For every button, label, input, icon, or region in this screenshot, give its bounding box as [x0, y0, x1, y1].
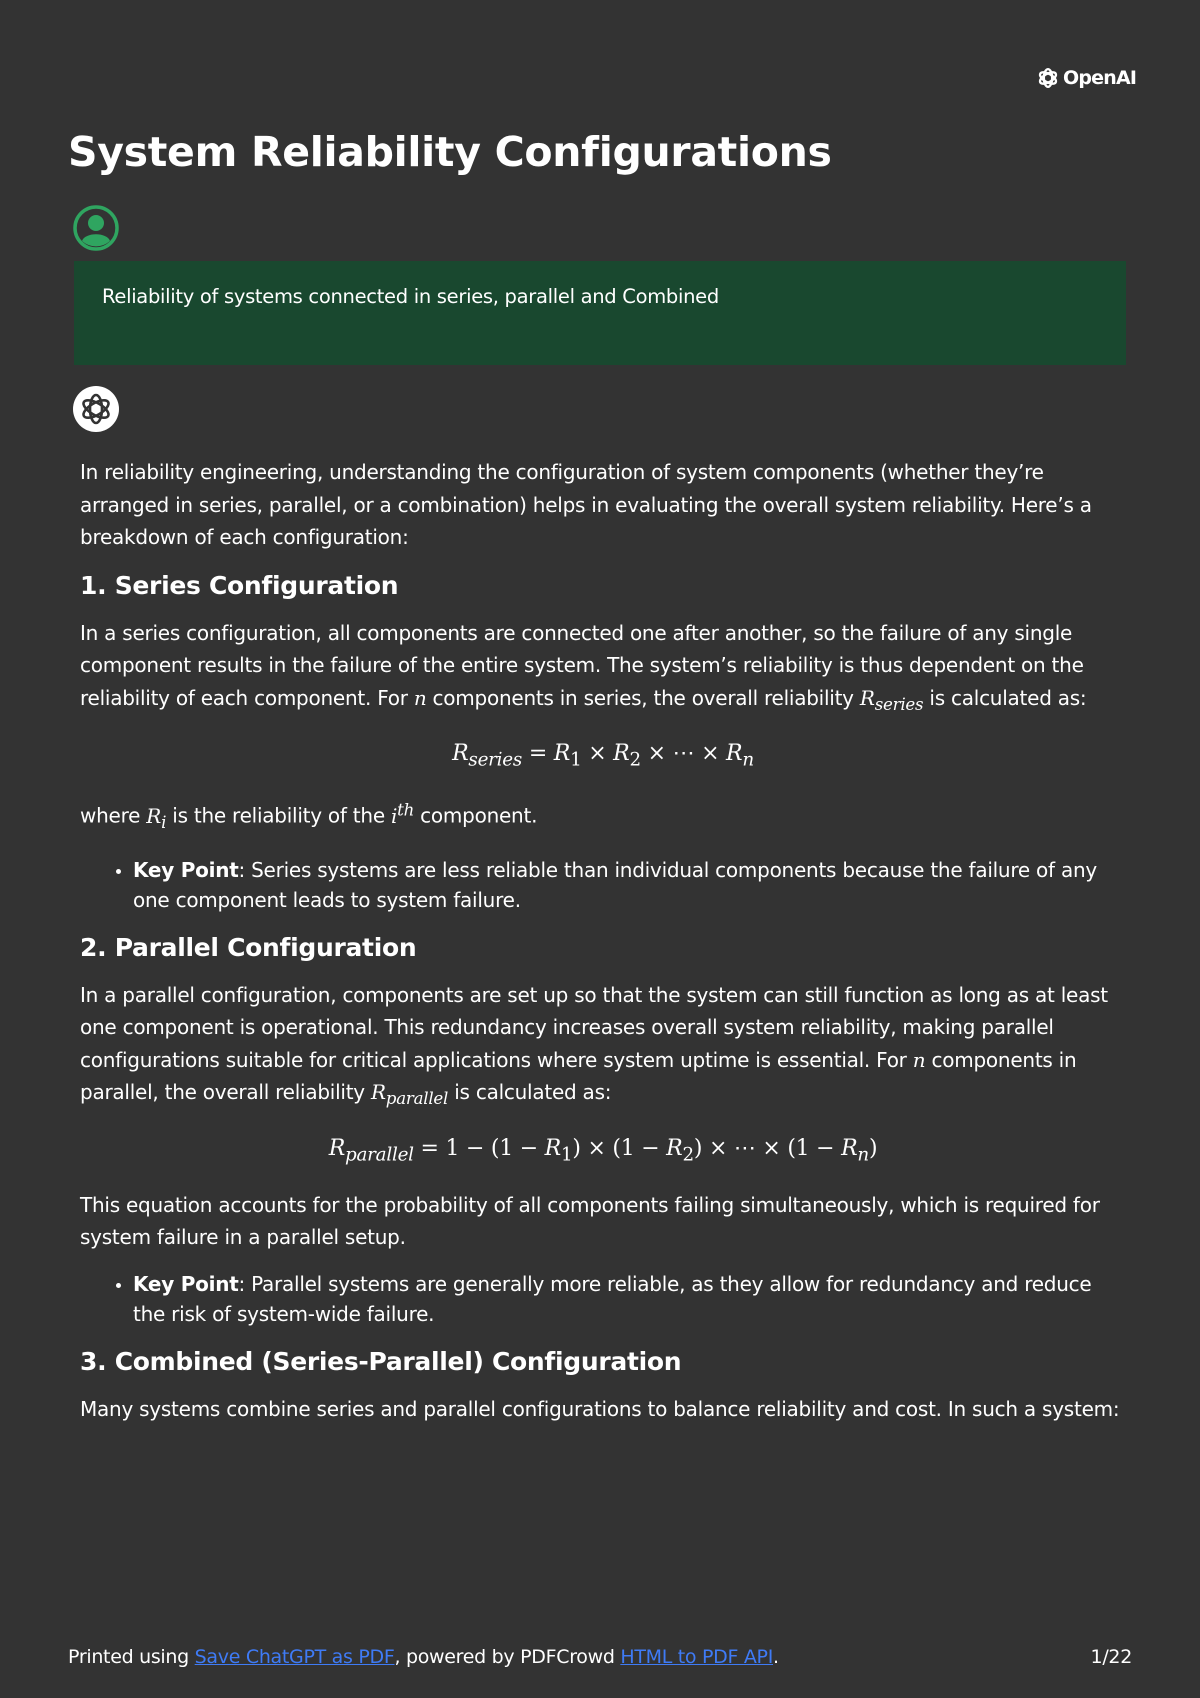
save-chatgpt-pdf-link[interactable]: Save ChatGPT as PDF — [194, 1646, 395, 1668]
parallel-text-b: components in parallel, the overall reliability — [80, 1047, 1077, 1105]
where-text-a: where — [80, 804, 147, 829]
key-point-text: : Series systems are less reliable than individual components because the failure of any one component leads to system failure. — [133, 857, 1097, 912]
math-sup: th — [397, 800, 415, 820]
math-i-th — [390, 800, 415, 829]
chatgpt-icon — [73, 386, 119, 432]
math-sub: i — [161, 813, 167, 833]
list-item — [133, 855, 1126, 915]
parallel-text-c: is calculated as: — [448, 1080, 612, 1105]
math-var: R — [146, 804, 162, 829]
math-sub: series — [874, 694, 924, 714]
math-sub: parallel — [385, 1089, 449, 1109]
series-text-c: is calculated as: — [923, 685, 1087, 710]
key-point-text: : Parallel systems are generally more reliable, as they allow for redundancy and reduce the risk of system-wide failure. — [133, 1271, 1092, 1326]
user-prompt-bubble — [74, 261, 1126, 365]
assistant-response — [80, 456, 1126, 1440]
series-key-points — [80, 855, 1126, 915]
openai-logo-text: OpenAI — [1063, 67, 1137, 89]
intro-paragraph: In reliability engineering, understanding the configuration of system components (whether they’re arranged in series, parallel, or a combination) helps in evaluating the overall system reliability. Here’s a breakdown of each configuration: — [80, 460, 1092, 549]
math-var: R — [859, 685, 875, 710]
parallel-paragraph — [80, 979, 1126, 1116]
footer-prefix: Printed using — [68, 1646, 195, 1668]
math-var: R — [370, 1080, 386, 1105]
combined-heading: 3. Combined (Series-Parallel) Configuration — [80, 1346, 682, 1376]
math-n: n — [912, 1047, 926, 1072]
series-equation: $R_{series} = R_1 \times R_2$ × ⋯ × $R_n$ — [452, 741, 754, 771]
math-n: n — [413, 685, 427, 710]
key-point-label: Key Point — [133, 857, 239, 882]
series-text-a: In a series configuration, all components are connected one after another, so the failure of any single component results in the failure of the entire system. The system’s reliability is thus dependent on the reliability of each component. For — [80, 620, 1084, 710]
user-prompt-text: Reliability of systems connected in series, parallel and Combined — [102, 285, 719, 308]
footer-credit — [68, 1646, 779, 1668]
series-text-b: components in series, the overall reliability — [426, 685, 860, 710]
math-r-parallel — [370, 1080, 449, 1109]
parallel-text-a: In a parallel configuration, components are set up so that the system can still function as long as at least one component is operational. This redundancy increases overall system reliability, making parallel configurations suitable for critical applications where system uptime is essential. For — [80, 982, 1108, 1072]
footer-middle: , powered by PDFCrowd — [394, 1646, 621, 1668]
page-title: System Reliability Configurations — [68, 128, 832, 176]
where-paragraph — [80, 794, 1126, 839]
parallel-heading: 2. Parallel Configuration — [80, 932, 417, 962]
combined-paragraph: Many systems combine series and parallel configurations to balance reliability and cost. In such a system: — [80, 1396, 1120, 1421]
user-avatar-icon — [73, 205, 119, 251]
footer-suffix: . — [773, 1646, 779, 1668]
html-to-pdf-api-link[interactable]: HTML to PDF API — [620, 1646, 773, 1668]
openai-logo-icon — [1036, 66, 1060, 90]
footer — [68, 1646, 1132, 1668]
where-text-c: component. — [414, 804, 538, 829]
parallel-equation: $R_{parallel} = 1 - (1 - R_1) \times (1 - R_2)$ × ⋯ × $(1 - R_n)$ — [328, 1135, 878, 1165]
math-i: i — [390, 804, 398, 829]
parallel-key-points — [80, 1269, 1126, 1329]
math-r-series — [859, 685, 924, 714]
list-item — [133, 1269, 1126, 1329]
openai-logo — [1036, 66, 1136, 90]
parallel-paragraph-2: This equation accounts for the probability of all components failing simultaneously, which is required for system failure in a parallel setup. — [80, 1192, 1100, 1250]
series-heading: 1. Series Configuration — [80, 570, 399, 600]
where-text-b: is the reliability of the — [166, 804, 391, 829]
key-point-label: Key Point — [133, 1271, 239, 1296]
math-r-i — [146, 804, 167, 833]
series-paragraph — [80, 617, 1126, 722]
page-number: 1/22 — [1090, 1646, 1132, 1668]
